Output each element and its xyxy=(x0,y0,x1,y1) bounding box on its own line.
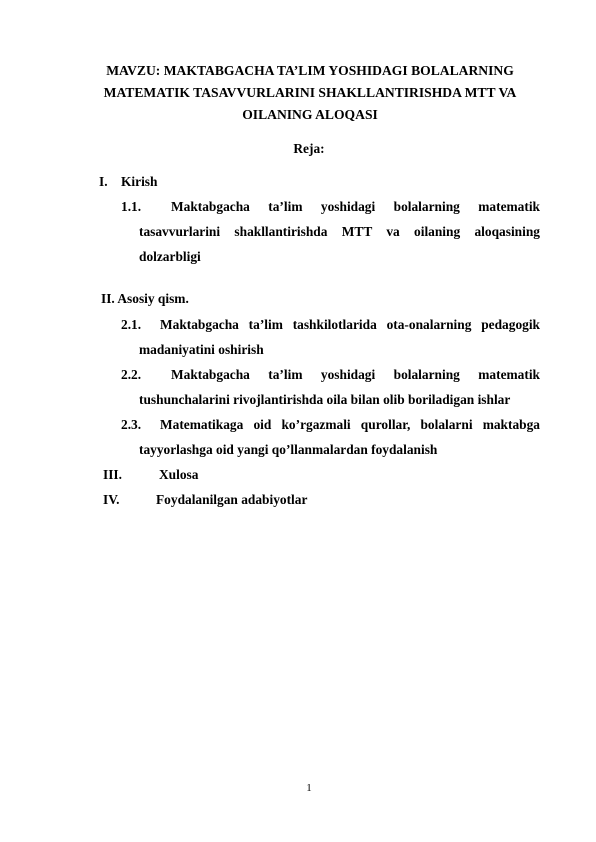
item-1-1-line-1: Maktabgacha ta’lim yoshidagi bolalarning matematik xyxy=(171,199,540,214)
item-2-2-line-1: Maktabgacha ta’lim yoshidagi bolalarning matematik xyxy=(171,367,540,382)
plan-heading: Reja: xyxy=(293,141,325,156)
item-2-1-number: 2.1. xyxy=(121,317,142,332)
item-2-1-line-2: madaniyatini oshirish xyxy=(139,342,264,357)
title-line-1: MAVZU: MAKTABGACHA TA’LIM YOSHIDAGI BOLALARNING xyxy=(106,63,514,78)
item-2-3-number: 2.3. xyxy=(121,417,142,432)
page-number: 1 xyxy=(306,782,312,794)
item-1-1-line-3: dolzarbligi xyxy=(139,249,201,264)
section-4-label: Foydalanilgan adabiyotlar xyxy=(156,492,308,507)
title-line-3: OILANING ALOQASI xyxy=(242,107,378,122)
section-3-label: Xulosa xyxy=(159,467,199,482)
item-2-3-line-1: Matematikaga oid ko’rgazmali qurollar, bolalarni maktabga xyxy=(160,417,540,432)
section-1-label: Kirish xyxy=(121,174,158,189)
section-4-numeral: IV. xyxy=(103,492,120,507)
item-2-1-line-1: Maktabgacha ta’lim tashkilotlarida ota-onalarning pedagogik xyxy=(160,317,540,332)
item-1-1-number: 1.1. xyxy=(121,199,142,214)
section-2-label: II. Asosiy qism. xyxy=(101,291,189,306)
document-title xyxy=(80,60,540,126)
item-2-3-line-2: tayyorlashga oid yangi qo’llanmalardan foydalanish xyxy=(139,442,438,457)
title-line-2: MATEMATIK TASAVVURLARINI SHAKLLANTIRISHDA MTT VA xyxy=(103,85,517,100)
item-1-1-line-2: tasavvurlarini shakllantirishda MTT va oilaning aloqasining xyxy=(139,224,540,239)
section-3-numeral: III. xyxy=(103,467,122,482)
item-2-2-line-2: tushunchalarini rivojlantirishda oila bilan olib boriladigan ishlar xyxy=(139,392,511,407)
item-2-2-number: 2.2. xyxy=(121,367,142,382)
section-1-numeral: I. xyxy=(99,174,108,189)
